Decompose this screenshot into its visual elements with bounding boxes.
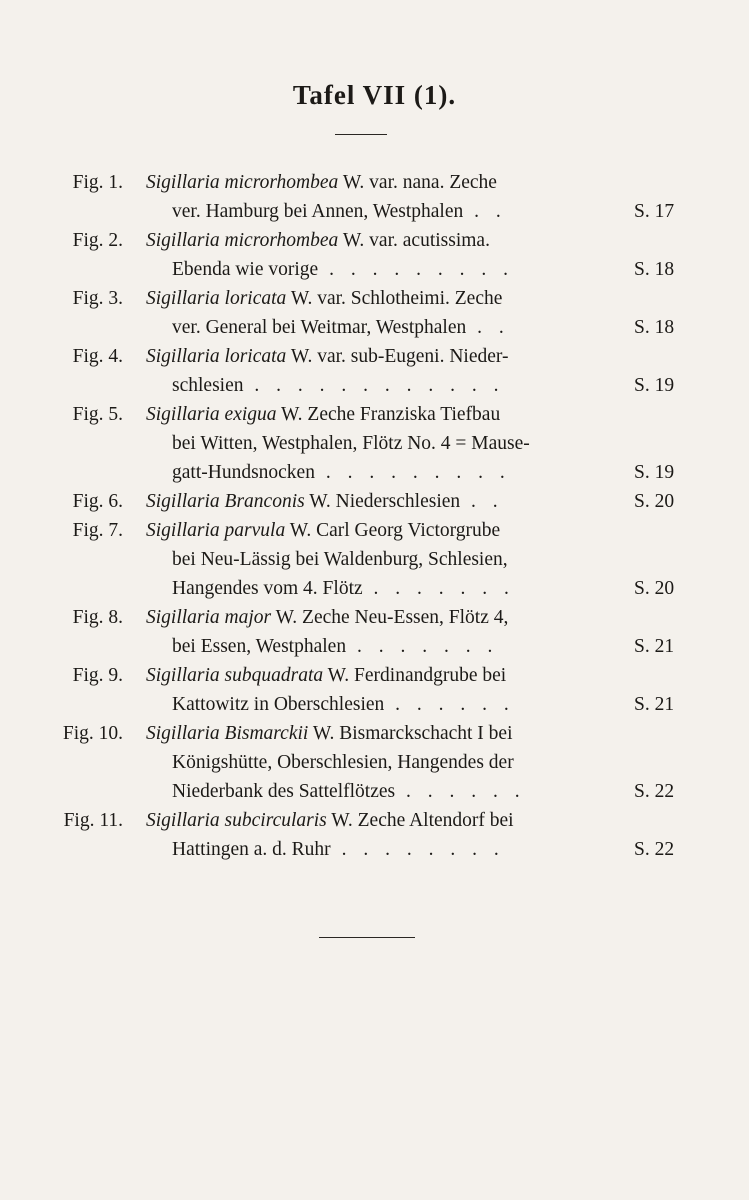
leader-dots: . . [460, 491, 504, 512]
page-reference: S. 18 [634, 259, 675, 280]
entry-description [172, 458, 598, 487]
entry-description [172, 690, 598, 719]
entry-line [0, 545, 749, 574]
entry-line [0, 777, 749, 806]
entry-description [172, 632, 598, 661]
species-name: Sigillaria loricata [146, 346, 287, 367]
leader-dots: . . [466, 317, 510, 338]
locality-text: W. Zeche Neu-Essen, Flötz 4, [271, 607, 509, 628]
figure-entry [0, 487, 749, 516]
entry-line [0, 719, 749, 748]
locality-text: gatt-Hundsnocken [172, 462, 315, 483]
figure-number: Fig. 11. [63, 810, 123, 831]
leader-dots: . . . . . . . [362, 578, 515, 599]
species-name: Sigillaria subquadrata [146, 665, 324, 686]
entry-line [0, 400, 749, 429]
figure-number: Fig. 1. [72, 172, 123, 193]
figure-entry [0, 719, 749, 806]
locality-text: W. var. acutissima. [338, 230, 490, 251]
plate-title: Tafel VII (1). [292, 80, 457, 110]
leader-dots: . . . . . . . [346, 636, 499, 657]
page-reference: S. 19 [634, 375, 675, 396]
page-reference: S. 21 [634, 694, 675, 715]
title-divider [335, 134, 387, 135]
leader-dots: . . . . . . [384, 694, 515, 715]
species-name: Sigillaria parvula [146, 520, 286, 541]
entry-line [0, 487, 749, 516]
entry-description [146, 284, 598, 313]
locality-text: W. var. nana. Zeche [338, 172, 497, 193]
figure-entry [0, 400, 749, 487]
entry-description [146, 661, 598, 690]
entry-description [172, 777, 598, 806]
entry-line [0, 342, 749, 371]
entry-line [0, 284, 749, 313]
entry-line [0, 226, 749, 255]
locality-text: bei Neu-Lässig bei Waldenburg, Schlesien, [172, 549, 508, 570]
entry-description [172, 574, 598, 603]
species-name: Sigillaria exigua [146, 404, 277, 425]
entry-line [0, 429, 749, 458]
entry-description [172, 255, 598, 284]
figure-number: Fig. 4. [72, 346, 123, 367]
figure-number: Fig. 6. [72, 491, 123, 512]
entry-description [172, 545, 598, 574]
figure-number: Fig. 2. [72, 230, 123, 251]
entry-line [0, 748, 749, 777]
locality-text: W. Niederschlesien [304, 491, 461, 512]
entry-description [172, 748, 598, 777]
figure-entry [0, 806, 749, 864]
entry-line [0, 690, 749, 719]
locality-text: bei Witten, Westphalen, Flötz No. 4 = Mause- [172, 433, 530, 454]
entry-description [146, 516, 598, 545]
figure-number: Fig. 7. [72, 520, 123, 541]
entry-description [146, 603, 598, 632]
locality-text: W. Bismarckschacht I bei [308, 723, 513, 744]
figure-entry [0, 342, 749, 400]
species-name: Sigillaria Bismarckii [146, 723, 309, 744]
page-reference: S. 19 [634, 462, 675, 483]
entry-description [146, 400, 598, 429]
leader-dots: . . . . . . . . . [314, 462, 511, 483]
figure-number: Fig. 5. [72, 404, 123, 425]
species-name: Sigillaria microrhombea [146, 172, 339, 193]
species-name: Sigillaria microrhombea [146, 230, 339, 251]
entry-line [0, 168, 749, 197]
figure-entry [0, 168, 749, 226]
page-reference: S. 21 [634, 636, 675, 657]
figure-number: Fig. 10. [62, 723, 123, 744]
leader-dots: . . . . . . . . . . . . [243, 375, 505, 396]
locality-text: Hangendes vom 4. Flötz [172, 578, 363, 599]
species-name: Sigillaria subcircularis [146, 810, 327, 831]
locality-text: Ebenda wie vorige [172, 259, 319, 280]
figure-number: Fig. 3. [72, 288, 123, 309]
species-name: Sigillaria loricata [146, 288, 287, 309]
page-reference: S. 17 [634, 201, 675, 222]
entry-line [0, 255, 749, 284]
leader-dots: . . [463, 201, 507, 222]
locality-text: Königshütte, Oberschlesien, Hangendes der [172, 752, 514, 773]
entry-description [172, 371, 598, 400]
leader-dots: . . . . . . [395, 781, 526, 802]
entry-line [0, 574, 749, 603]
page-reference: S. 22 [634, 839, 675, 860]
entry-description [146, 226, 598, 255]
entry-description [172, 313, 598, 342]
locality-text: bei Essen, Westphalen [172, 636, 347, 657]
leader-dots: . . . . . . . . [330, 839, 505, 860]
figure-number: Fig. 9. [72, 665, 123, 686]
locality-text: W. Zeche Franziska Tiefbau [276, 404, 501, 425]
page-reference: S. 20 [634, 578, 675, 599]
figure-entry [0, 661, 749, 719]
figure-number: Fig. 8. [72, 607, 123, 628]
entry-line [0, 632, 749, 661]
entry-description [172, 197, 598, 226]
entry-description [172, 835, 598, 864]
entry-line [0, 197, 749, 226]
locality-text: W. Zeche Altendorf bei [326, 810, 514, 831]
locality-text: W. Ferdinandgrube bei [323, 665, 507, 686]
page-reference: S. 18 [634, 317, 675, 338]
figure-entry [0, 516, 749, 603]
species-name: Sigillaria major [146, 607, 272, 628]
locality-text: ver. General bei Weitmar, Westphalen [172, 317, 467, 338]
figure-entry [0, 284, 749, 342]
locality-text: W. Carl Georg Victorgrube [285, 520, 501, 541]
entry-line [0, 458, 749, 487]
entry-line [0, 516, 749, 545]
figure-entry [0, 226, 749, 284]
locality-text: W. var. Schlotheimi. Zeche [286, 288, 503, 309]
entry-line [0, 371, 749, 400]
entry-description [146, 806, 598, 835]
leader-dots: . . . . . . . . . [318, 259, 514, 280]
entry-line [0, 806, 749, 835]
locality-text: Hattingen a. d. Ruhr [172, 839, 331, 860]
figure-list [0, 168, 749, 864]
entry-description [146, 168, 598, 197]
page-reference: S. 22 [634, 781, 675, 802]
end-divider [319, 937, 415, 938]
locality-text: Niederbank des Sattelflötzes [172, 781, 396, 802]
locality-text: W. var. sub-Eugeni. Nieder- [286, 346, 509, 367]
entry-line [0, 603, 749, 632]
locality-text: schlesien [172, 375, 244, 396]
entry-line [0, 313, 749, 342]
entry-line [0, 835, 749, 864]
entry-description [146, 487, 598, 516]
page-reference: S. 20 [634, 491, 675, 512]
entry-line [0, 661, 749, 690]
entry-description [146, 342, 598, 371]
entry-description [146, 719, 598, 748]
entry-description [172, 429, 598, 458]
locality-text: ver. Hamburg bei Annen, Westphalen [172, 201, 464, 222]
locality-text: Kattowitz in Oberschlesien [172, 694, 385, 715]
figure-entry [0, 603, 749, 661]
species-name: Sigillaria Branconis [146, 491, 305, 512]
